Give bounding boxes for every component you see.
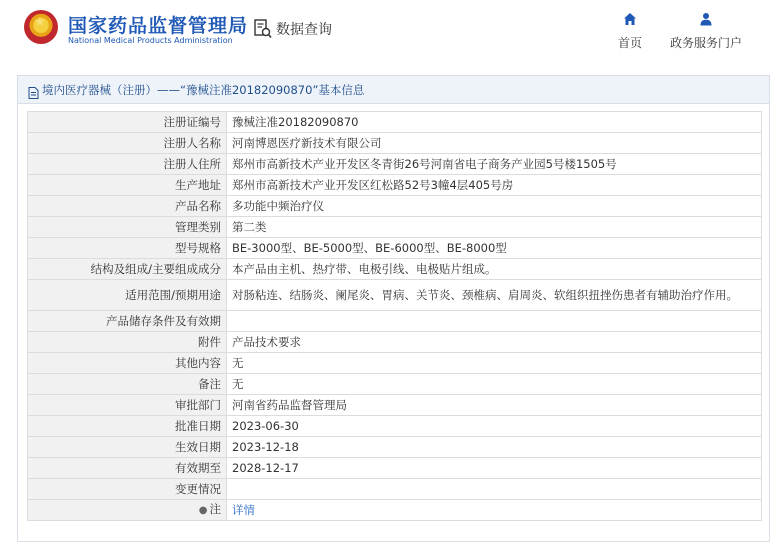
home-icon <box>610 12 650 30</box>
details-link[interactable]: 详情 <box>232 503 255 517</box>
note-label: 注 <box>209 502 221 516</box>
field-label: 附件 <box>28 332 227 353</box>
note-value-cell <box>227 500 762 521</box>
field-value <box>227 311 762 332</box>
table-row <box>28 112 762 133</box>
field-value: 本产品由主机、热疗带、电极引线、电极贴片组成。 <box>227 259 762 280</box>
note-label-cell <box>28 500 227 521</box>
table-row <box>28 479 762 500</box>
field-value: 对肠粘连、结肠炎、阑尾炎、胃病、关节炎、颈椎病、肩周炎、软组织扭挫伤患者有辅助治疗作用。 <box>227 280 762 311</box>
field-label: 产品名称 <box>28 196 227 217</box>
field-label: 批准日期 <box>28 416 227 437</box>
field-label: 结构及组成/主要组成成分 <box>28 259 227 280</box>
site-subtitle: National Medical Products Administration <box>68 36 233 45</box>
table-row <box>28 395 762 416</box>
field-value: 2028-12-17 <box>227 458 762 479</box>
field-value: 无 <box>227 353 762 374</box>
nav-home[interactable] <box>610 12 650 51</box>
table-row <box>28 416 762 437</box>
document-icon <box>28 84 39 96</box>
nav-home-label: 首页 <box>617 36 642 50</box>
table-row <box>28 311 762 332</box>
field-label: 注册人名称 <box>28 133 227 154</box>
field-label: 生效日期 <box>28 437 227 458</box>
breadcrumb: 境内医疗器械（注册）——“豫械注准20182090870”基本信息 <box>42 82 365 97</box>
location-pin-icon: ● <box>198 505 208 516</box>
field-label: 注册证编号 <box>28 112 227 133</box>
field-value: 多功能中频治疗仪 <box>227 196 762 217</box>
field-value <box>227 479 762 500</box>
detail-panel <box>17 75 770 542</box>
table-row <box>28 280 762 311</box>
field-value: BE-3000型、BE-5000型、BE-6000型、BE-8000型 <box>227 238 762 259</box>
field-label: 审批部门 <box>28 395 227 416</box>
panel-header <box>18 76 769 104</box>
nav-service-label: 政务服务门户 <box>669 36 742 50</box>
field-label: 有效期至 <box>28 458 227 479</box>
table-row <box>28 353 762 374</box>
table-row <box>28 437 762 458</box>
table-row <box>28 217 762 238</box>
site-header <box>0 0 770 66</box>
data-query-icon <box>254 19 272 39</box>
field-value: 2023-06-30 <box>227 416 762 437</box>
field-label: 备注 <box>28 374 227 395</box>
table-row <box>28 332 762 353</box>
table-row <box>28 238 762 259</box>
table-row <box>28 196 762 217</box>
field-value: 2023-12-18 <box>227 437 762 458</box>
nav-service-portal[interactable] <box>666 12 746 51</box>
field-label: 注册人住所 <box>28 154 227 175</box>
field-label: 管理类别 <box>28 217 227 238</box>
table-row <box>28 458 762 479</box>
field-value: 郑州市高新技术产业开发区冬青街26号河南省电子商务产业园5号楼1505号 <box>227 154 762 175</box>
field-value: 第二类 <box>227 217 762 238</box>
field-label: 适用范围/预期用途 <box>28 280 227 311</box>
table-row <box>28 374 762 395</box>
table-row <box>28 259 762 280</box>
field-value: 郑州市高新技术产业开发区红松路52号3幢4层405号房 <box>227 175 762 196</box>
table-row <box>28 154 762 175</box>
field-label: 生产地址 <box>28 175 227 196</box>
table-row <box>28 175 762 196</box>
field-value: 产品技术要求 <box>227 332 762 353</box>
table-row <box>28 133 762 154</box>
note-row <box>28 500 762 521</box>
field-value: 河南省药品监督管理局 <box>227 395 762 416</box>
site-title[interactable]: 国家药品监督管理局 <box>68 15 249 37</box>
field-label: 变更情况 <box>28 479 227 500</box>
info-table-wrap <box>27 111 762 521</box>
field-label: 型号规格 <box>28 238 227 259</box>
user-icon <box>666 12 746 30</box>
field-value: 无 <box>227 374 762 395</box>
info-table <box>27 111 762 521</box>
field-label: 其他内容 <box>28 353 227 374</box>
data-query-link[interactable] <box>254 17 332 41</box>
field-value: 河南博恩医疗新技术有限公司 <box>227 133 762 154</box>
field-label: 产品储存条件及有效期 <box>28 311 227 332</box>
data-query-label: 数据查询 <box>276 22 332 38</box>
field-value: 豫械注准20182090870 <box>227 112 762 133</box>
national-emblem-logo <box>24 10 58 44</box>
